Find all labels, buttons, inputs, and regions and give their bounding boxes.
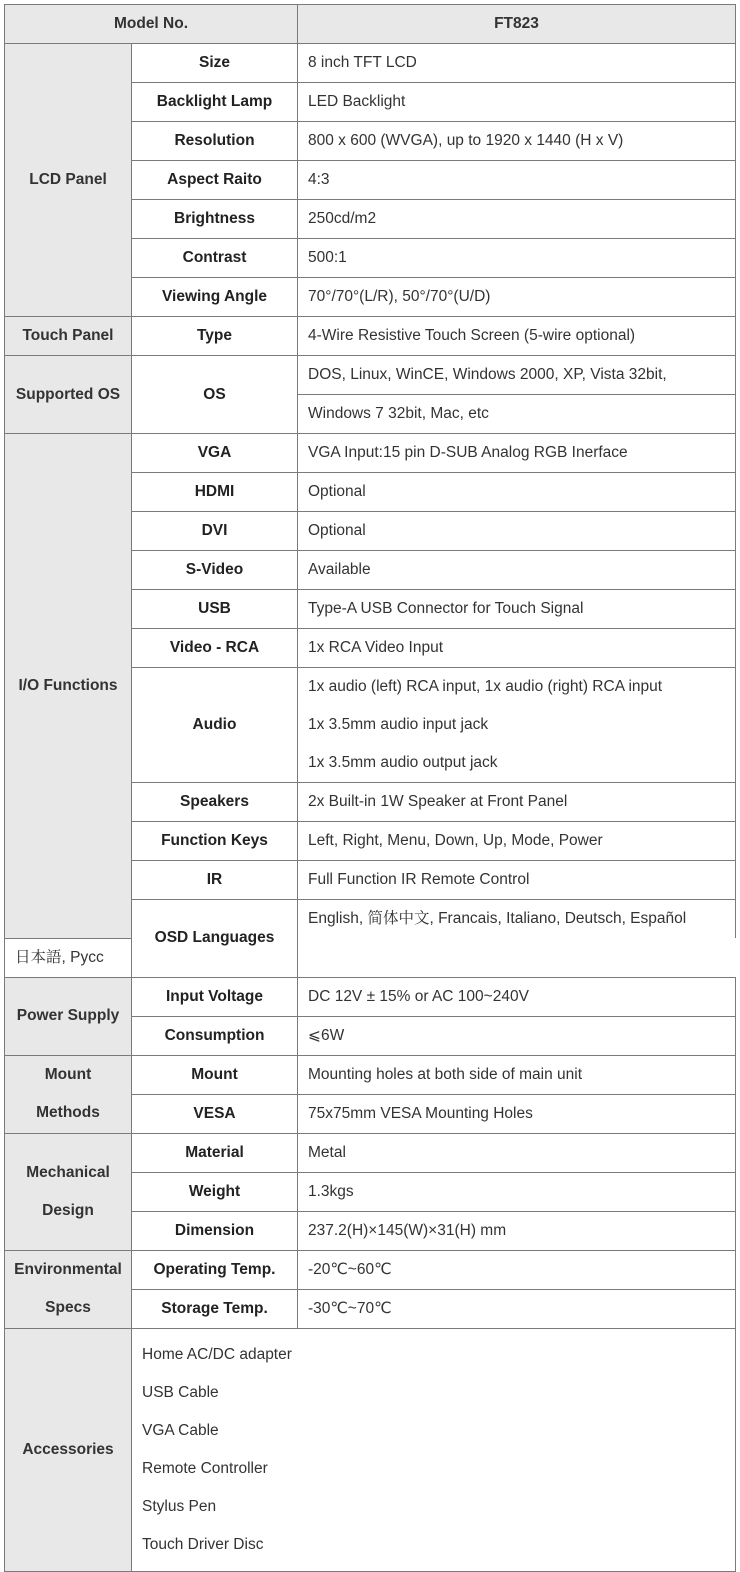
list-item: VGA Cable <box>142 1421 219 1439</box>
spec-value: 8 inch TFT LCD <box>298 44 736 83</box>
spec-value: Full Function IR Remote Control <box>298 861 736 900</box>
spec-value: Mounting holes at both side of main unit <box>298 1055 736 1094</box>
spec-value: VGA Input:15 pin D-SUB Analog RGB Inerface <box>298 434 736 473</box>
spec-value: 250cd/m2 <box>298 200 736 239</box>
spec-value: 2x Built-in 1W Speaker at Front Panel <box>298 783 736 822</box>
category-supported-os: Supported OS <box>5 356 132 434</box>
spec-label: Operating Temp. <box>132 1250 298 1289</box>
spec-value: 1.3kgs <box>298 1172 736 1211</box>
spec-label: Function Keys <box>132 822 298 861</box>
table-row <box>5 356 736 395</box>
category-line: Environmental <box>14 1261 122 1278</box>
model-value: FT823 <box>298 5 736 44</box>
spec-value: Left, Right, Menu, Down, Up, Mode, Power <box>298 822 736 861</box>
spec-value: 日本語, Pycc <box>5 938 132 977</box>
table-row <box>5 1055 736 1094</box>
spec-value: 800 x 600 (WVGA), up to 1920 x 1440 (H x V) <box>298 122 736 161</box>
table-row <box>5 434 736 473</box>
spec-value: 1x audio (left) RCA input, 1x audio (right) RCA input <box>298 668 736 707</box>
spec-label: VESA <box>132 1094 298 1133</box>
spec-value: 1x RCA Video Input <box>298 629 736 668</box>
category-accessories: Accessories <box>5 1328 132 1571</box>
spec-value: 237.2(H)×145(W)×31(H) mm <box>298 1211 736 1250</box>
category-lcd-panel: LCD Panel <box>5 44 132 317</box>
spec-label: VGA <box>132 434 298 473</box>
list-item: Home AC/DC adapter <box>142 1345 292 1363</box>
category-touch-panel: Touch Panel <box>5 317 132 356</box>
category-line: Mechanical <box>26 1163 110 1181</box>
spec-label: Aspect Raito <box>132 161 298 200</box>
spec-value: -30℃~70℃ <box>298 1289 736 1328</box>
table-row <box>5 1328 736 1571</box>
spec-value: Windows 7 32bit, Mac, etc <box>298 395 736 434</box>
spec-label: OS <box>132 356 298 434</box>
category-line: Methods <box>36 1104 100 1121</box>
table-row <box>5 1133 736 1172</box>
spec-label: Type <box>132 317 298 356</box>
spec-label: Storage Temp. <box>132 1289 298 1328</box>
model-label: Model No. <box>5 5 298 44</box>
spec-value: 1x 3.5mm audio output jack <box>298 744 736 783</box>
category-line: Specs <box>45 1299 91 1316</box>
spec-value: Optional <box>298 512 736 551</box>
spec-label: OSD Languages <box>132 900 298 978</box>
spec-label: Resolution <box>132 122 298 161</box>
spec-label: Brightness <box>132 200 298 239</box>
spec-label: Size <box>132 44 298 83</box>
spec-label: DVI <box>132 512 298 551</box>
category-mechanical-design <box>5 1133 132 1250</box>
category-environmental-specs <box>5 1250 132 1328</box>
spec-label: Contrast <box>132 239 298 278</box>
spec-value: 70°/70°(L/R), 50°/70°(U/D) <box>298 278 736 317</box>
spec-label: Dimension <box>132 1211 298 1250</box>
category-mount-methods <box>5 1055 132 1133</box>
accessories-list <box>132 1328 736 1571</box>
spec-label: Viewing Angle <box>132 278 298 317</box>
category-io-functions: I/O Functions <box>5 434 132 939</box>
spec-value: 1x 3.5mm audio input jack <box>298 706 736 744</box>
spec-label: S-Video <box>132 551 298 590</box>
spec-value: Optional <box>298 473 736 512</box>
spec-label: Speakers <box>132 783 298 822</box>
table-row <box>5 317 736 356</box>
category-power-supply: Power Supply <box>5 977 132 1055</box>
spec-value: -20℃~60℃ <box>298 1250 736 1289</box>
spec-label: Weight <box>132 1172 298 1211</box>
header-row <box>5 5 736 44</box>
spec-label: Material <box>132 1133 298 1172</box>
spec-label: Video - RCA <box>132 629 298 668</box>
category-line: Design <box>42 1201 94 1219</box>
list-item: USB Cable <box>142 1383 219 1401</box>
spec-label: Audio <box>132 668 298 783</box>
table-row <box>5 44 736 83</box>
spec-value: Available <box>298 551 736 590</box>
spec-value: Metal <box>298 1133 736 1172</box>
spec-value: Type-A USB Connector for Touch Signal <box>298 590 736 629</box>
list-item: Touch Driver Disc <box>142 1535 264 1553</box>
table-row <box>5 1250 736 1289</box>
spec-label: IR <box>132 861 298 900</box>
spec-value: 75x75mm VESA Mounting Holes <box>298 1094 736 1133</box>
spec-value: English, 简体中文, Francais, Italiano, Deutsch, Español <box>298 900 736 939</box>
spec-value: 500:1 <box>298 239 736 278</box>
table-row <box>5 938 736 977</box>
spec-value: 4-Wire Resistive Touch Screen (5-wire optional) <box>298 317 736 356</box>
spec-value: LED Backlight <box>298 83 736 122</box>
spec-value: DC 12V ± 15% or AC 100~240V <box>298 977 736 1016</box>
spec-table <box>4 4 736 1572</box>
table-row <box>5 977 736 1016</box>
spec-label: Mount <box>132 1055 298 1094</box>
spec-value: ⩽6W <box>298 1016 736 1055</box>
spec-label: Backlight Lamp <box>132 83 298 122</box>
spec-value: DOS, Linux, WinCE, Windows 2000, XP, Vista 32bit, <box>298 356 736 395</box>
spec-label: Consumption <box>132 1016 298 1055</box>
category-line: Mount <box>44 1066 92 1083</box>
list-item: Remote Controller <box>142 1459 268 1477</box>
spec-label: Input Voltage <box>132 977 298 1016</box>
spec-label: USB <box>132 590 298 629</box>
list-item: Stylus Pen <box>142 1497 217 1515</box>
spec-label: HDMI <box>132 473 298 512</box>
spec-value: 4:3 <box>298 161 736 200</box>
